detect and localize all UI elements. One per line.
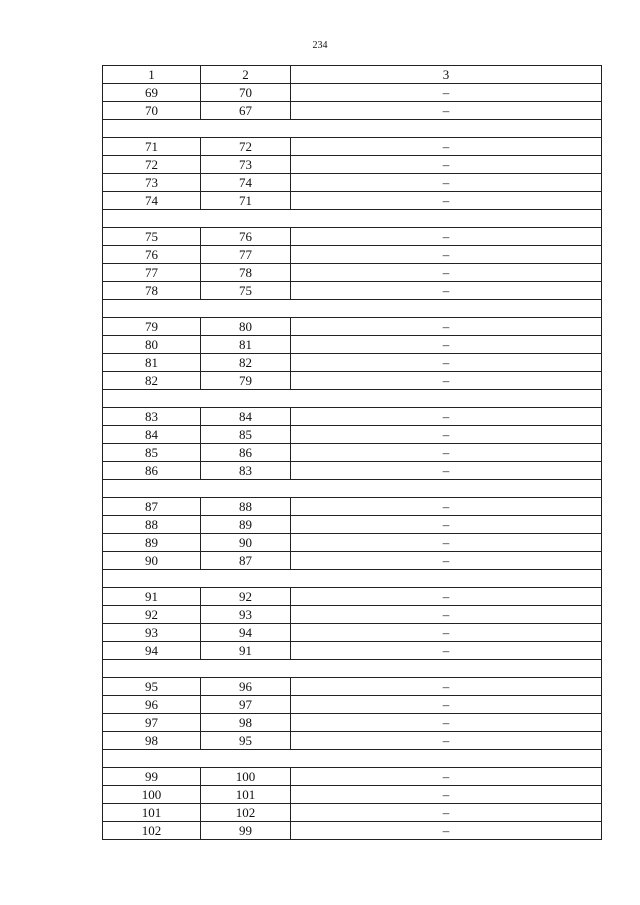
table-cell-col1: 71: [103, 138, 201, 156]
table-cell-col2: 67: [201, 102, 291, 120]
separator-cell: [103, 570, 602, 588]
table-cell-col3: –: [291, 462, 602, 480]
separator-cell: [103, 390, 602, 408]
table-cell-col1: 74: [103, 192, 201, 210]
table-cell-col1: 95: [103, 678, 201, 696]
separator-row: [103, 120, 602, 138]
table-cell-col1: 87: [103, 498, 201, 516]
table-cell-col1: 69: [103, 84, 201, 102]
table-cell-col2: 90: [201, 534, 291, 552]
table-cell-col3: –: [291, 588, 602, 606]
table-cell-col2: 91: [201, 642, 291, 660]
table-cell-col1: 84: [103, 426, 201, 444]
separator-row: [103, 210, 602, 228]
table-row: [103, 444, 602, 462]
table-row: [103, 102, 602, 120]
table-row: [103, 768, 602, 786]
table-cell-col2: 78: [201, 264, 291, 282]
table-cell-col1: 73: [103, 174, 201, 192]
table-row: [103, 534, 602, 552]
table-row: [103, 372, 602, 390]
separator-row: [103, 390, 602, 408]
table-cell-col1: 78: [103, 282, 201, 300]
table-row: [103, 228, 602, 246]
table-row: [103, 246, 602, 264]
separator-row: [103, 570, 602, 588]
table-cell-col3: –: [291, 804, 602, 822]
separator-cell: [103, 210, 602, 228]
separator-cell: [103, 660, 602, 678]
table-cell-col1: 70: [103, 102, 201, 120]
table-cell-col3: –: [291, 318, 602, 336]
separator-cell: [103, 120, 602, 138]
table-cell-col2: 88: [201, 498, 291, 516]
table-row: [103, 174, 602, 192]
table-cell-col2: 102: [201, 804, 291, 822]
table-row: [103, 138, 602, 156]
table-row: [103, 462, 602, 480]
table-row: [103, 822, 602, 840]
separator-row: [103, 750, 602, 768]
data-table: [102, 65, 602, 840]
table-cell-col2: 101: [201, 786, 291, 804]
table-cell-col1: 97: [103, 714, 201, 732]
table-row: [103, 714, 602, 732]
table-cell-col1: 99: [103, 768, 201, 786]
separator-row: [103, 300, 602, 318]
separator-cell: [103, 480, 602, 498]
separator-row: [103, 660, 602, 678]
table-cell-col3: –: [291, 624, 602, 642]
table-cell-col3: –: [291, 696, 602, 714]
table-cell-col3: –: [291, 426, 602, 444]
table-row: [103, 516, 602, 534]
table-cell-col1: 93: [103, 624, 201, 642]
separator-cell: [103, 750, 602, 768]
table-row: [103, 624, 602, 642]
table-row: [103, 192, 602, 210]
table-cell-col2: 79: [201, 372, 291, 390]
table-cell-col1: 82: [103, 372, 201, 390]
table-body: [103, 66, 602, 840]
header-cell-2: 2: [201, 66, 291, 84]
table-cell-col3: –: [291, 156, 602, 174]
table-row: [103, 282, 602, 300]
table-cell-col3: –: [291, 264, 602, 282]
table-cell-col2: 82: [201, 354, 291, 372]
header-row: [103, 66, 602, 84]
table-cell-col2: 74: [201, 174, 291, 192]
table-cell-col2: 97: [201, 696, 291, 714]
table-cell-col3: –: [291, 336, 602, 354]
table-row: [103, 642, 602, 660]
table-row: [103, 354, 602, 372]
table-cell-col2: 95: [201, 732, 291, 750]
table-cell-col1: 98: [103, 732, 201, 750]
table-cell-col1: 86: [103, 462, 201, 480]
table-row: [103, 696, 602, 714]
table-row: [103, 588, 602, 606]
table-cell-col2: 99: [201, 822, 291, 840]
table-cell-col2: 96: [201, 678, 291, 696]
page-number: 234: [312, 40, 328, 51]
table-cell-col1: 72: [103, 156, 201, 174]
table-cell-col3: –: [291, 642, 602, 660]
table-cell-col2: 73: [201, 156, 291, 174]
table-cell-col2: 80: [201, 318, 291, 336]
table-cell-col2: 87: [201, 552, 291, 570]
table-row: [103, 678, 602, 696]
table-row: [103, 804, 602, 822]
separator-row: [103, 480, 602, 498]
table-cell-col2: 72: [201, 138, 291, 156]
table-cell-col3: –: [291, 228, 602, 246]
table-cell-col2: 76: [201, 228, 291, 246]
table-row: [103, 786, 602, 804]
table-cell-col1: 91: [103, 588, 201, 606]
table-cell-col3: –: [291, 84, 602, 102]
table-cell-col2: 84: [201, 408, 291, 426]
table-cell-col3: –: [291, 246, 602, 264]
table-cell-col1: 89: [103, 534, 201, 552]
table-cell-col3: –: [291, 732, 602, 750]
table-cell-col1: 77: [103, 264, 201, 282]
table-cell-col1: 85: [103, 444, 201, 462]
table-cell-col3: –: [291, 714, 602, 732]
separator-cell: [103, 300, 602, 318]
table-cell-col2: 98: [201, 714, 291, 732]
table-cell-col2: 94: [201, 624, 291, 642]
table-cell-col2: 83: [201, 462, 291, 480]
table-row: [103, 156, 602, 174]
table-cell-col1: 83: [103, 408, 201, 426]
table-cell-col2: 81: [201, 336, 291, 354]
table-row: [103, 318, 602, 336]
table-cell-col3: –: [291, 444, 602, 462]
table-cell-col2: 75: [201, 282, 291, 300]
table-cell-col2: 92: [201, 588, 291, 606]
table-cell-col3: –: [291, 372, 602, 390]
table-cell-col3: –: [291, 786, 602, 804]
table-cell-col1: 90: [103, 552, 201, 570]
table-cell-col3: –: [291, 138, 602, 156]
table-cell-col3: –: [291, 534, 602, 552]
table-cell-col1: 101: [103, 804, 201, 822]
table-cell-col1: 100: [103, 786, 201, 804]
table-cell-col1: 102: [103, 822, 201, 840]
table-cell-col2: 100: [201, 768, 291, 786]
table-cell-col2: 93: [201, 606, 291, 624]
table-cell-col1: 81: [103, 354, 201, 372]
table-cell-col1: 92: [103, 606, 201, 624]
table-row: [103, 732, 602, 750]
table-cell-col2: 71: [201, 192, 291, 210]
table-cell-col1: 79: [103, 318, 201, 336]
table-cell-col1: 88: [103, 516, 201, 534]
header-cell-1: 1: [103, 66, 201, 84]
table-cell-col2: 85: [201, 426, 291, 444]
table-cell-col3: –: [291, 768, 602, 786]
table-row: [103, 264, 602, 282]
table-row: [103, 84, 602, 102]
table-row: [103, 552, 602, 570]
table-cell-col2: 70: [201, 84, 291, 102]
table-cell-col2: 86: [201, 444, 291, 462]
table-row: [103, 606, 602, 624]
table-cell-col3: –: [291, 822, 602, 840]
table-cell-col1: 75: [103, 228, 201, 246]
table-row: [103, 336, 602, 354]
table-cell-col3: –: [291, 408, 602, 426]
table-row: [103, 426, 602, 444]
table-cell-col1: 94: [103, 642, 201, 660]
table-cell-col3: –: [291, 498, 602, 516]
table-cell-col3: –: [291, 516, 602, 534]
table-cell-col3: –: [291, 606, 602, 624]
header-cell-3: 3: [291, 66, 602, 84]
table-cell-col2: 89: [201, 516, 291, 534]
table-cell-col3: –: [291, 354, 602, 372]
table-row: [103, 498, 602, 516]
table-cell-col3: –: [291, 552, 602, 570]
table-cell-col3: –: [291, 678, 602, 696]
table-cell-col1: 76: [103, 246, 201, 264]
table-cell-col1: 96: [103, 696, 201, 714]
table-cell-col3: –: [291, 192, 602, 210]
table-cell-col3: –: [291, 102, 602, 120]
table-cell-col3: –: [291, 174, 602, 192]
table-cell-col2: 77: [201, 246, 291, 264]
table-row: [103, 408, 602, 426]
table-cell-col1: 80: [103, 336, 201, 354]
table-cell-col3: –: [291, 282, 602, 300]
